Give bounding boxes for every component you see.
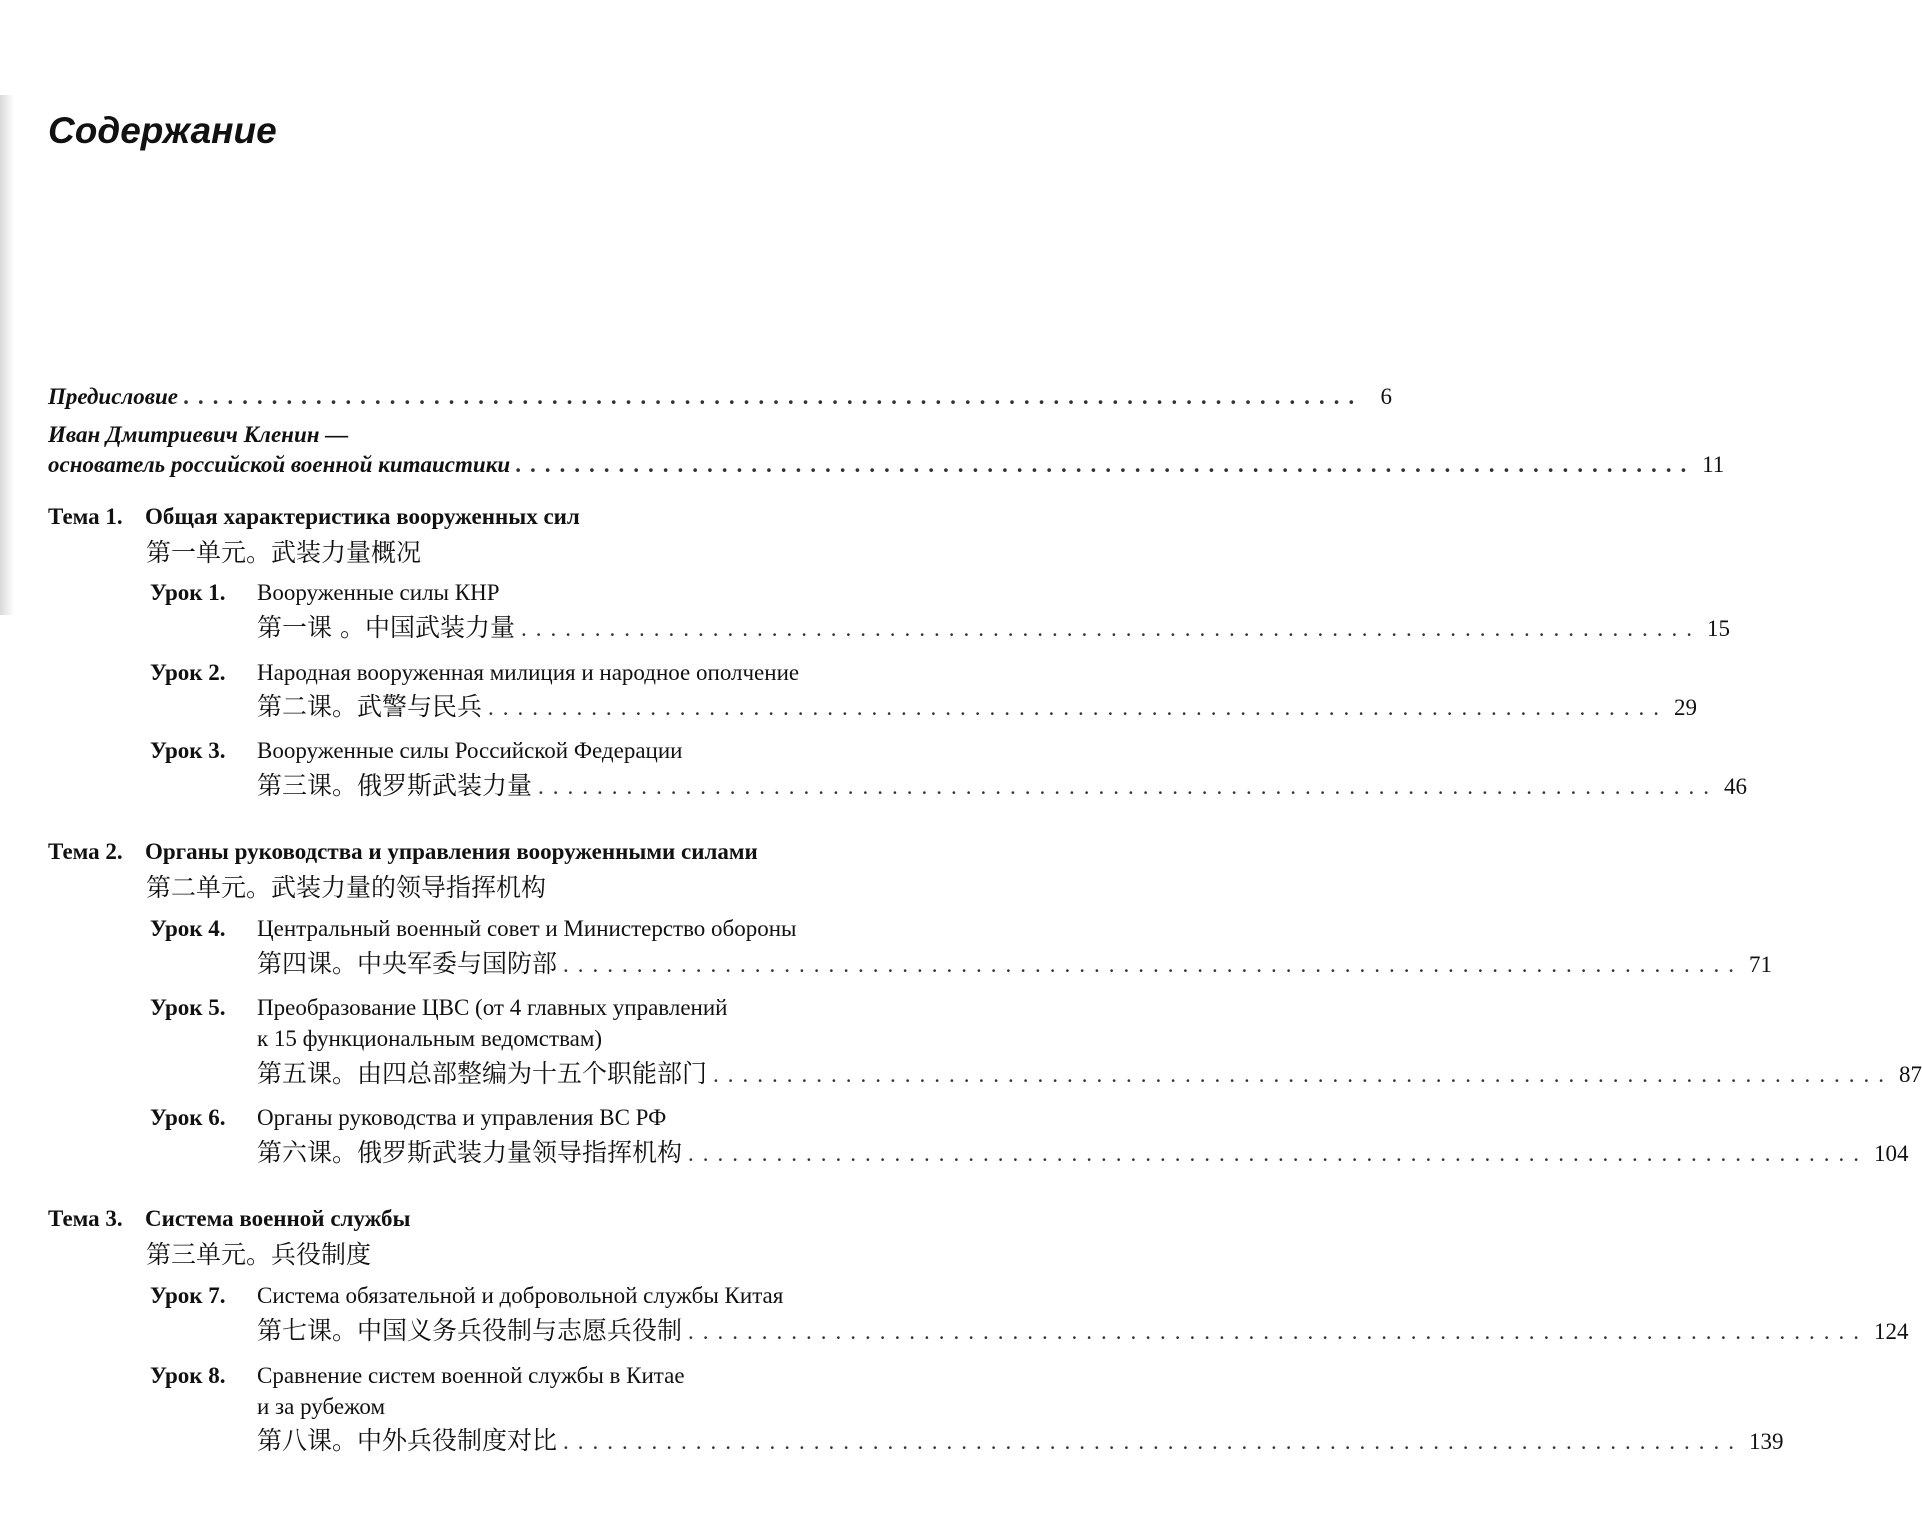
page-title: Содержание [48, 110, 277, 151]
page-number: 29 [1674, 695, 1698, 720]
toc-entry-preface[interactable] [48, 380, 1393, 414]
lesson-number: Урок 3. [150, 738, 226, 763]
page-number: 71 [1749, 952, 1773, 977]
entry-title: основатель российской военной китаистики [48, 452, 511, 477]
lesson-title-ru: Вооруженные силы Российской Федерации [257, 738, 683, 763]
lesson-title-ru: Преобразование ЦВС (от 4 главных управлений [257, 995, 728, 1020]
entry-title-line1: Иван Дмитриевич Кленин — [48, 422, 349, 447]
lesson-title-cn: 第七课。中国义务兵役制与志愿兵役制 [257, 1316, 683, 1345]
topic-title-cn: 第三单元。兵役制度 [146, 1240, 372, 1269]
lesson-title-ru: Центральный военный совет и Министерство обороны [257, 916, 797, 941]
topic-number: Тема 1. [48, 504, 123, 529]
toc-entry-lesson-5[interactable] [257, 1057, 1922, 1091]
lesson-title-ru: Органы руководства и управления ВС РФ [257, 1105, 667, 1130]
topic-title-cn: 第二单元。武装力量的领导指挥机构 [146, 873, 547, 902]
topic-heading-2[interactable] [48, 835, 758, 869]
leader-dots: ................................................................................ [488, 695, 1669, 720]
lesson-title-ru-line2: к 15 функциональным ведомствам) [257, 1026, 603, 1051]
lesson-title-ru: Народная вооруженная милиция и народное ополчение [257, 660, 800, 685]
lesson-title-cn: 第二课。武警与民兵 [257, 692, 483, 721]
lesson-number: Урок 7. [150, 1283, 226, 1308]
toc-entry-klenin[interactable] [48, 448, 1725, 482]
leader-dots: ................................................................................ [538, 774, 1719, 799]
toc-entry-lesson-3[interactable] [257, 769, 1748, 803]
leader-dots: ................................................................................ [713, 1062, 1894, 1087]
toc-entry-lesson-2[interactable] [257, 690, 1698, 724]
leader-dots: ................................................................................ [563, 1429, 1744, 1454]
lesson-number: Урок 2. [150, 660, 226, 685]
toc-entry-lesson-6[interactable] [257, 1136, 1909, 1170]
toc-entry-klenin-line1 [48, 418, 348, 452]
scan-edge-shadow [0, 95, 14, 615]
lesson-title-cn: 第四课。中央军委与国防部 [257, 949, 558, 978]
page-number: 6 [1380, 384, 1393, 409]
toc-entry-lesson-8[interactable] [257, 1424, 1784, 1458]
lesson-title-ru: Вооруженные силы КНР [257, 580, 500, 605]
lesson-title-ru: Сравнение систем военной службы в Китае [257, 1363, 685, 1388]
topic-title-cn: 第一单元。武装力量概况 [146, 538, 422, 567]
lesson-number: Урок 5. [150, 995, 226, 1020]
page-number: 46 [1724, 774, 1748, 799]
leader-dots: ................................................................................ [688, 1319, 1869, 1344]
leader-dots: ................................................................................ [516, 452, 1697, 477]
lesson-title-cn: 第五课。由四总部整编为十五个职能部门 [257, 1059, 708, 1088]
leader-dots: ................................................................................ [184, 384, 1365, 409]
topic-heading-3[interactable] [48, 1202, 410, 1236]
topic-title: Общая характеристика вооруженных сил [145, 504, 580, 529]
topic-title: Органы руководства и управления вооруженными силами [145, 839, 758, 864]
leader-dots: ................................................................................ [563, 952, 1744, 977]
lesson-title-cn: 第三课。俄罗斯武装力量 [257, 771, 533, 800]
lesson-title-cn: 第六课。俄罗斯武装力量领导指挥机构 [257, 1138, 683, 1167]
page-number: 11 [1702, 452, 1725, 477]
leader-dots: ................................................................................ [520, 616, 1701, 641]
toc-entry-lesson-7[interactable] [257, 1314, 1909, 1348]
page-number: 139 [1749, 1429, 1784, 1454]
page-number: 87 [1899, 1062, 1922, 1087]
lesson-title-cn: 第一课 。中国武装力量 [257, 613, 515, 642]
page-number: 104 [1874, 1141, 1909, 1166]
topic-heading-1[interactable] [48, 500, 580, 534]
page-number: 15 [1706, 616, 1730, 641]
lesson-number: Урок 4. [150, 916, 226, 941]
lesson-title-cn: 第八课。中外兵役制度对比 [257, 1426, 558, 1455]
topic-number: Тема 3. [48, 1206, 123, 1231]
leader-dots: ................................................................................ [688, 1141, 1869, 1166]
topic-title: Система военной службы [145, 1206, 411, 1231]
lesson-number: Урок 8. [150, 1363, 226, 1388]
lesson-number: Урок 1. [150, 580, 226, 605]
toc-entry-lesson-1[interactable] [257, 611, 1730, 645]
lesson-number: Урок 6. [150, 1105, 226, 1130]
page-number: 124 [1874, 1319, 1909, 1344]
topic-number: Тема 2. [48, 839, 123, 864]
lesson-title-ru: Система обязательной и добровольной службы Китая [257, 1283, 784, 1308]
toc-entry-lesson-4[interactable] [257, 947, 1773, 981]
entry-title: Предисловие [48, 384, 179, 409]
lesson-title-ru-line2: и за рубежом [257, 1394, 386, 1419]
